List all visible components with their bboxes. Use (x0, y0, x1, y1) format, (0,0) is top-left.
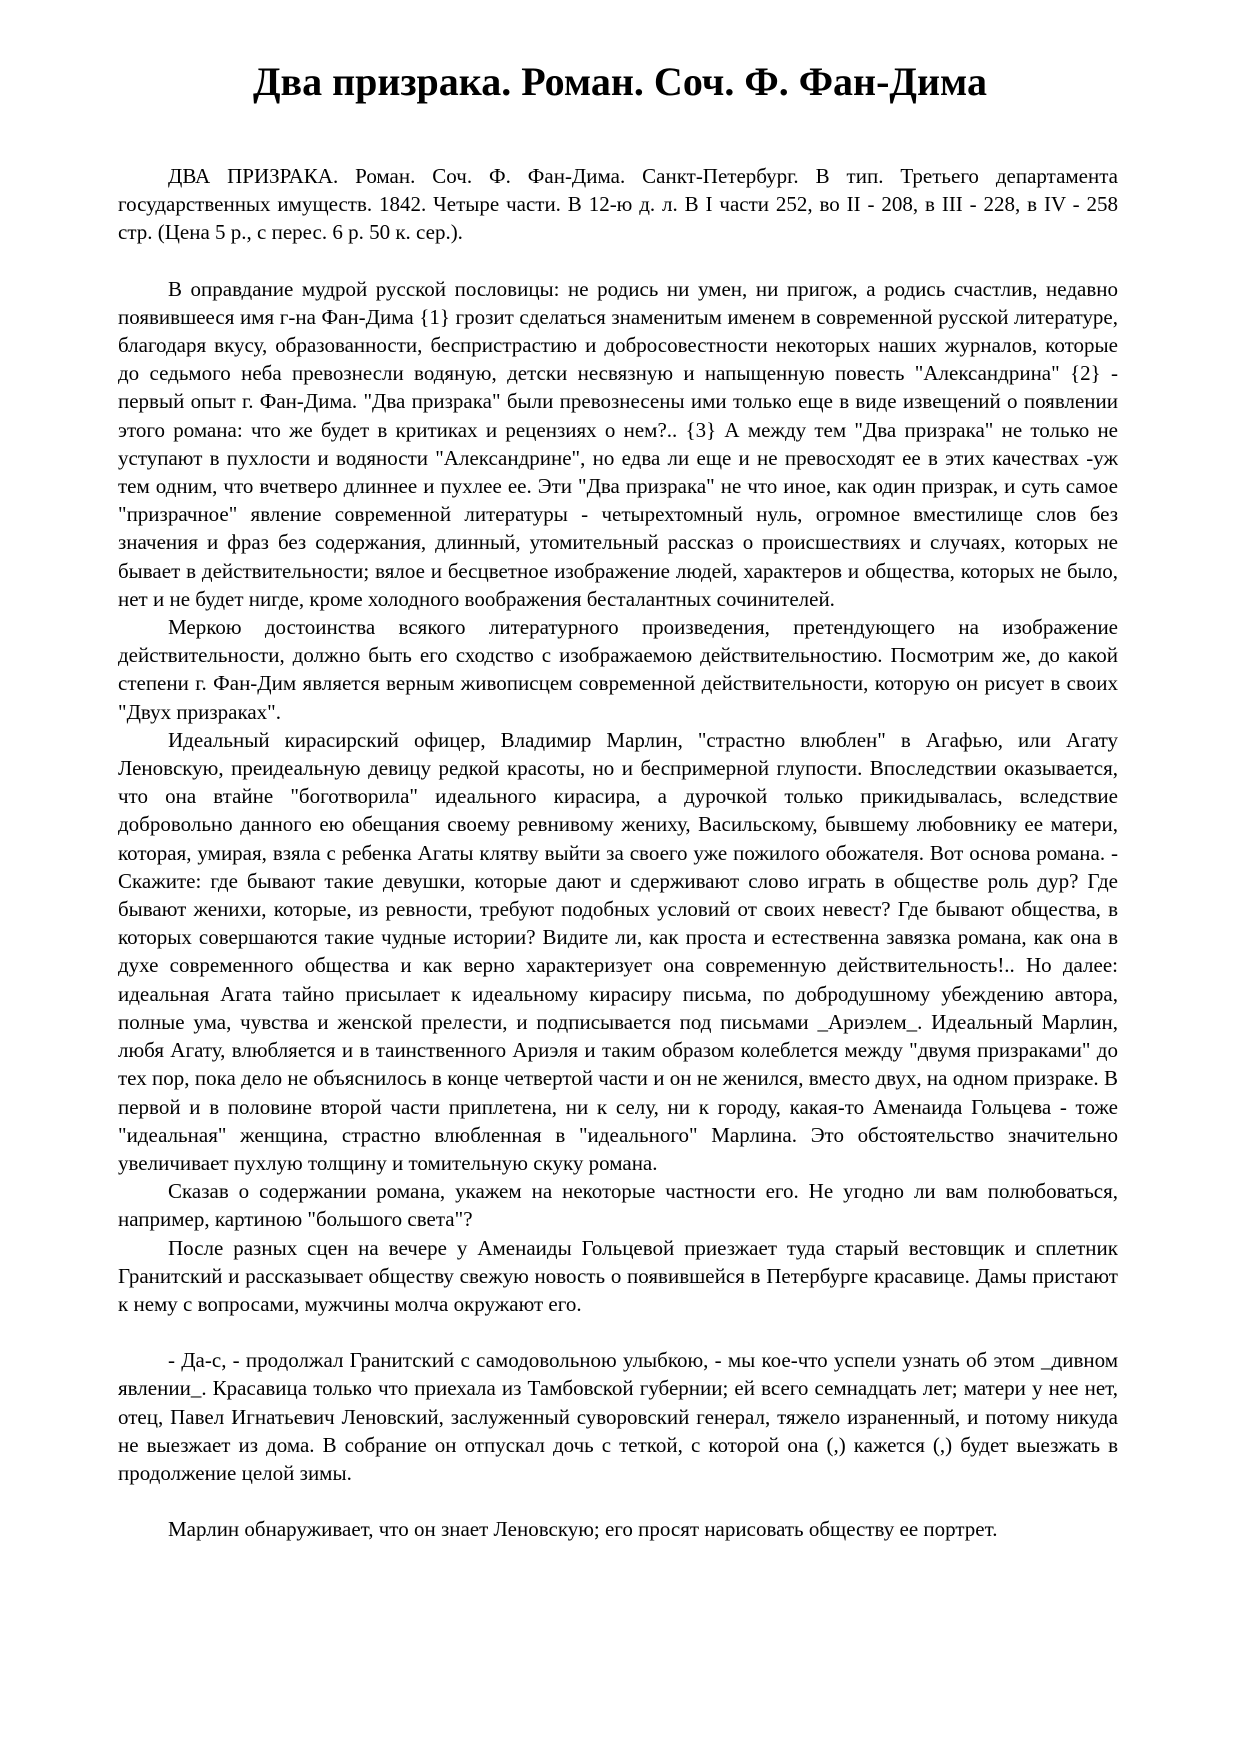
paragraph-bibliography: ДВА ПРИЗРАКА. Роман. Соч. Ф. Фан-Дима. Санкт-Петербург. В тип. Третьего департамента государственных имуществ. 1842. Четыре части. В 12-ю д. л. В I части 252, во II - 208, в III - 228, в IV - 258 стр. (Цена 5 р., с перес. 6 р. 50 к. сер.). (118, 164, 1118, 245)
paragraph: В оправдание мудрой русской пословицы: не родись ни умен, ни пригож, а родись счастлив, недавно появившееся имя г-на Фан-Дима {1} грозит сделаться знаменитым именем в современной русской литературе, благодаря вкусу, образованности, беспристрастию и добросовестности некоторых наших журналов, которые до седьмого неба превознесли водяную, детски несвязную и напыщенную повесть "Александрина" {2} - первый опыт г. Фан-Дима. "Два призрака" были превознесены ими только еще в виде извещений о появлении этого романа: что же будет в критиках и рецензиях о нем?.. {3} А между тем "Два призрака" не только не уступают в пухлости и водяности "Александрине", но едва ли еще и не превосходят ее в этих качествах -уж тем одним, что вчетверо длиннее и пухлее ее. Эти "Два призрака" не что иное, как один призрак, и суть самое "призрачное" явление современной литературы - четырехтомный нуль, огромное вместилище слов без значения и фраз без содержания, длинный, утомительный рассказ о происшествиях и случаях, которых не бывает в действительности; вялое и бесцветное изображение людей, характеров и общества, которых не было, нет и не будет нигде, кроме холодного воображения бесталантных сочинителей. (118, 276, 1118, 611)
paragraph-quote: - Да-с, - продолжал Гранитский с самодовольною улыбкою, - мы кое-что успели узнать об этом _дивном явлении_. Красавица только что приехала из Тамбовской губернии; ей всего семнадцать лет; матери у нее нет, отец, Павел Игнатьевич Леновский, заслуженный суворовский генерал, тяжело израненный, и потому никуда не выезжает из дома. В собрание он отпускал дочь с теткой, с которой она (,) кажется (,) будет выезжать в продолжение целой зимы. (118, 1348, 1118, 1485)
page-title: Два призрака. Роман. Соч. Ф. Фан-Дима (253, 59, 987, 104)
paragraph: Сказав о содержании романа, укажем на некоторые частности его. Не угодно ли вам полюбоваться, например, картиною "большого света"? (118, 1179, 1118, 1232)
paragraph: После разных сцен на вечере у Аменаиды Гольцевой приезжает туда старый вестовщик и сплетник Гранитский и рассказывает обществу свежую новость о появившейся в Петербурге красавице. Дамы пристают к нему с вопросами, мужчины молча окружают его. (118, 1235, 1118, 1316)
paragraph: Марлин обнаруживает, что он знает Леновскую; его просят нарисовать обществу ее портрет. (168, 1517, 998, 1542)
document-body (118, 162, 1118, 1543)
paragraph: Идеальный кирасирский офицер, Владимир Марлин, "страстно влюблен" в Агафью, или Агату Леновскую, преидеальную девицу редкой красоты, но и беспримерной глупости. Впоследствии оказывается, что она втайне "боготворила" идеального кирасира, а дурочкой только прикидывалась, вследствие добровольно данного ею обещания своему ревнивому жениху, Васильскому, бывшему любовнику ее матери, которая, умирая, взяла с ребенка Агаты клятву выйти за своего уже пожилого обожателя. Вот основа романа. - Скажите: где бывают такие девушки, которые дают и сдерживают слово играть в обществе роль дур? Где бывают женихи, которые, из ревности, требуют подобных условий от своих невест? Где бывают общества, в которых совершаются такие чудные истории? Видите ли, как проста и естественна завязка романа, как она в духе современного общества и как верно характеризует она современную действительность!.. Но далее: идеальная Агата тайно присылает к идеальному кирасиру письма, по добродушному убеждению автора, полные ума, чувства и женской прелести, и подписывается под письмами _Ариэлем_. Идеальный Марлин, любя Агату, влюбляется и в таинственного Ариэля и таким образом колеблется между "двумя призраками" до тех пор, пока дело не объяснилось в конце четвертой части и он не женился, вместо двух, на одном призраке. В первой и в половине второй части приплетена, ни к селу, ни к городу, какая-то Аменаида Гольцева - тоже "идеальная" женщина, страстно влюбленная в "идеального" Марлина. Это обстоятельство значительно увеличивает пухлую толщину и томительную скуку романа. (118, 727, 1118, 1175)
paragraph: Меркою достоинства всякого литературного произведения, претендующего на изображение действительности, должно быть его сходство с изображаемою действительностию. Посмотрим же, до какой степени г. Фан-Дим является верным живописцем современной действительности, которую он рисует в своих "Двух призраках". (118, 615, 1118, 724)
